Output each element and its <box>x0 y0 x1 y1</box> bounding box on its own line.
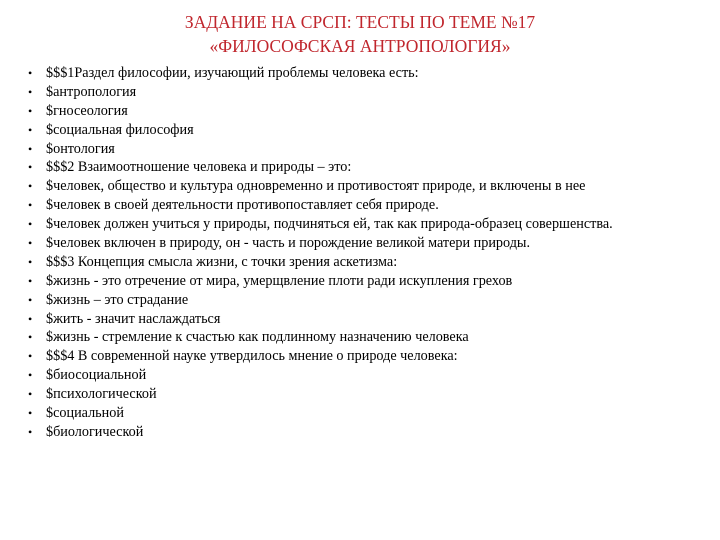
bullet-icon: • <box>28 66 33 80</box>
list-item <box>28 158 708 177</box>
list-item-text: $онтология <box>46 140 115 157</box>
list-item-text: $жить - значит наслаждаться <box>46 310 221 327</box>
bullet-icon: • <box>28 330 33 345</box>
list-item-text: $гносеология <box>46 102 128 119</box>
list-item-text: $$$3 Концепция смысла жизни, с точки зрения аскетизма: <box>46 253 398 270</box>
bullet-icon: • <box>28 236 33 251</box>
bullet-icon: • <box>28 349 33 364</box>
list-item-text: $$$2 Взаимоотношение человека и природы – это: <box>46 159 352 176</box>
bullet-icon: • <box>28 198 33 213</box>
list-item <box>28 102 708 121</box>
list-item <box>28 291 708 310</box>
bullet-icon: • <box>28 273 33 288</box>
bullet-icon: • <box>28 311 33 326</box>
bullet-icon: • <box>28 254 33 269</box>
bullet-icon: • <box>28 141 33 156</box>
list-item-text: $социальной <box>46 405 124 422</box>
question-list <box>28 64 708 442</box>
bullet-icon: • <box>28 387 33 402</box>
list-item-text: $жизнь - это отречение от мира, умерщвление плоти ради искупления грехов <box>46 272 513 289</box>
bullet-icon: • <box>28 217 33 232</box>
list-item <box>28 404 708 423</box>
list-item <box>28 121 708 140</box>
title-line-1: ЗАДАНИЕ НА СРСП: ТЕСТЫ ПО ТЕМЕ №17 <box>184 12 536 32</box>
list-item-text: $человек включен в природу, он - часть и порождение великой матери природы. <box>46 235 530 252</box>
list-item-text: $$$4 В современной науке утвердилось мнение о природе человека: <box>46 348 458 365</box>
bullet-icon: • <box>28 406 33 421</box>
bullet-icon: • <box>28 103 33 118</box>
list-item-text: $антропология <box>46 83 137 100</box>
list-item-text: $человек должен учиться у природы, подчиняться ей, так как природа-образец совершенства. <box>46 216 613 233</box>
list-item <box>28 310 708 329</box>
list-item <box>28 328 708 347</box>
list-item-text: $социальная философия <box>46 121 194 138</box>
list-item-text: $человек в своей деятельности противопоставляет себя природе. <box>46 197 439 214</box>
list-item <box>28 234 708 253</box>
list-item <box>28 366 708 385</box>
bullet-icon: • <box>28 368 33 383</box>
bullet-icon: • <box>28 179 33 194</box>
list-item <box>28 253 708 272</box>
list-item-text: $биологической <box>46 423 144 440</box>
bullet-icon: • <box>28 424 33 439</box>
list-item <box>28 83 708 102</box>
list-item-text: $психологической <box>46 386 157 403</box>
list-item-text: $биосоциальной <box>46 367 147 384</box>
list-item <box>28 196 708 215</box>
list-item-text: $$$1Раздел философии, изучающий проблемы человека есть: <box>46 65 419 81</box>
bullet-icon: • <box>28 292 33 307</box>
bullet-icon: • <box>28 122 33 137</box>
list-item <box>28 272 708 291</box>
bullet-icon: • <box>28 160 33 175</box>
bullet-icon: • <box>28 84 33 99</box>
slide-title <box>0 10 720 58</box>
list-item-text: $человек, общество и культура одновременно и противостоят природе, и включены в нее <box>46 178 586 195</box>
list-item <box>28 423 708 442</box>
list-item <box>28 347 708 366</box>
list-item <box>28 215 708 234</box>
list-item-text: $жизнь – это страдание <box>46 291 189 308</box>
list-item <box>28 385 708 404</box>
list-item <box>28 64 708 83</box>
list-item <box>28 177 708 196</box>
list-item-text: $жизнь - стремление к счастью как подлинному назначению человека <box>46 329 469 346</box>
list-item <box>28 140 708 159</box>
title-line-2: «ФИЛОСОФСКАЯ АНТРОПОЛОГИЯ» <box>209 36 511 56</box>
